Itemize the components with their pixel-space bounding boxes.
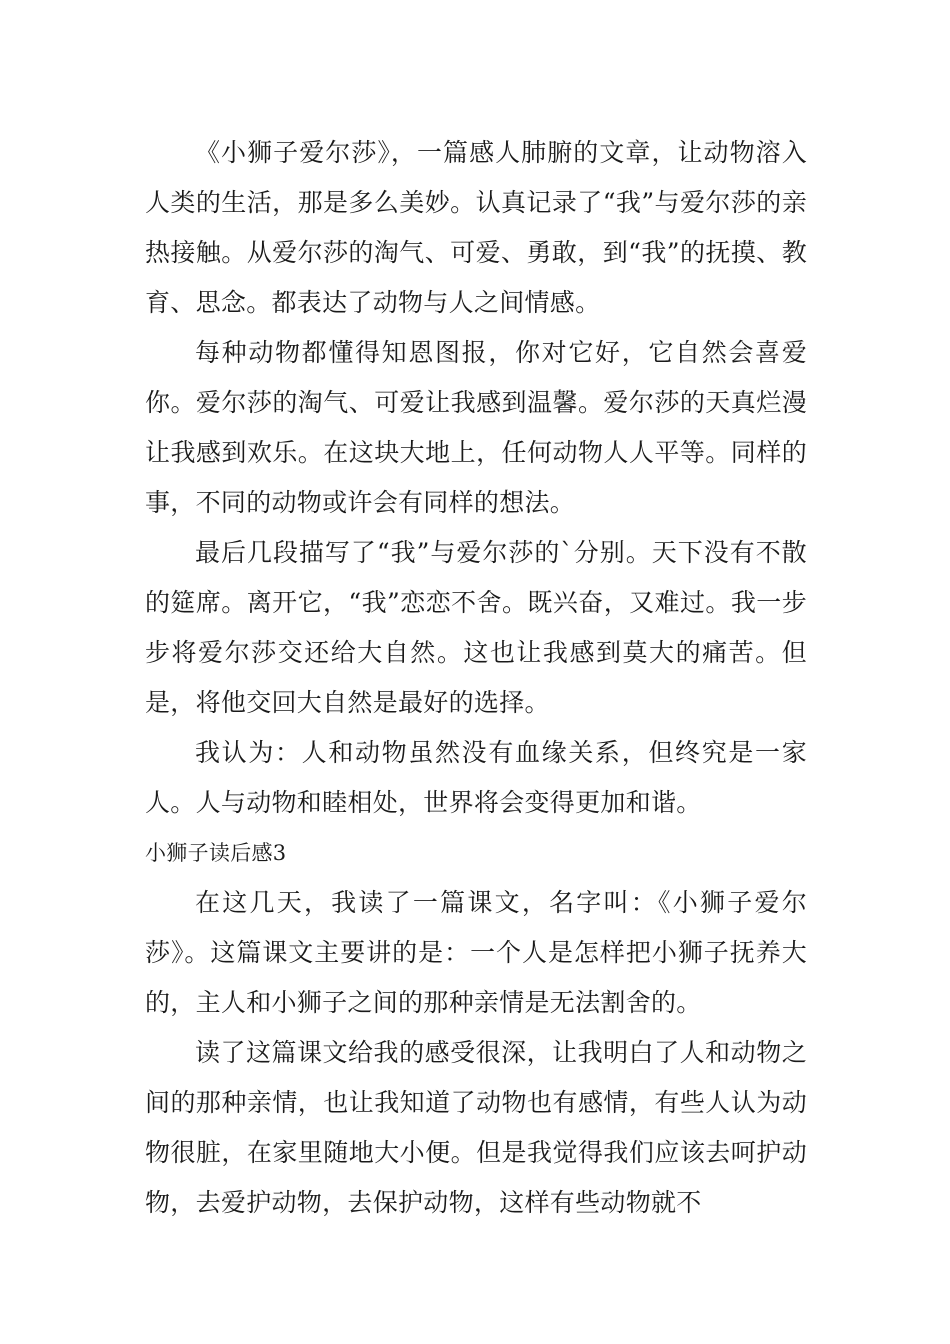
paragraph-3: 最后几段描写了“我”与爱尔莎的`分别。天下没有不散的筵席。离开它，“我”恋恋不舍。既兴奋，又难过。我一步步将爱尔莎交还给大自然。这也让我感到莫大的痛苦。但是，将他交回大自然是最好的选择。 [145, 538, 807, 717]
paragraph-6: 读了这篇课文给我的感受很深，让我明白了人和动物之间的那种亲情，也让我知道了动物也有感情，有些人认为动物很脏，在家里随地大小便。但是我觉得我们应该去呵护动物，去爱护动物，去保护动物，这样有些动物就不 [145, 1038, 807, 1217]
paragraph-5: 在这几天，我读了一篇课文，名字叫：《小狮子爱尔莎》。这篇课文主要讲的是：一个人是怎样把小狮子抚养大的，主人和小狮子之间的那种亲情是无法割舍的。 [145, 888, 807, 1017]
paragraph-1: 《小狮子爱尔莎》，一篇感人肺腑的文章，让动物溶入人类的生活，那是多么美妙。认真记录了“我”与爱尔莎的亲热接触。从爱尔莎的淘气、可爱、勇敢，到“我”的抚摸、教育、思念。都表达了动物与人之间情感。 [145, 138, 807, 317]
paragraph-2: 每种动物都懂得知恩图报，你对它好，它自然会喜爱你。爱尔莎的淘气、可爱让我感到温馨。爱尔莎的天真烂漫让我感到欢乐。在这块大地上，任何动物人人平等。同样的事，不同的动物或许会有同样的想法。 [145, 338, 807, 517]
section-heading: 小狮子读后感3 [145, 841, 287, 865]
document-body [145, 128, 807, 1228]
paragraph-4: 我认为：人和动物虽然没有血缘关系，但终究是一家人。人与动物和睦相处，世界将会变得更加和谐。 [145, 738, 807, 817]
